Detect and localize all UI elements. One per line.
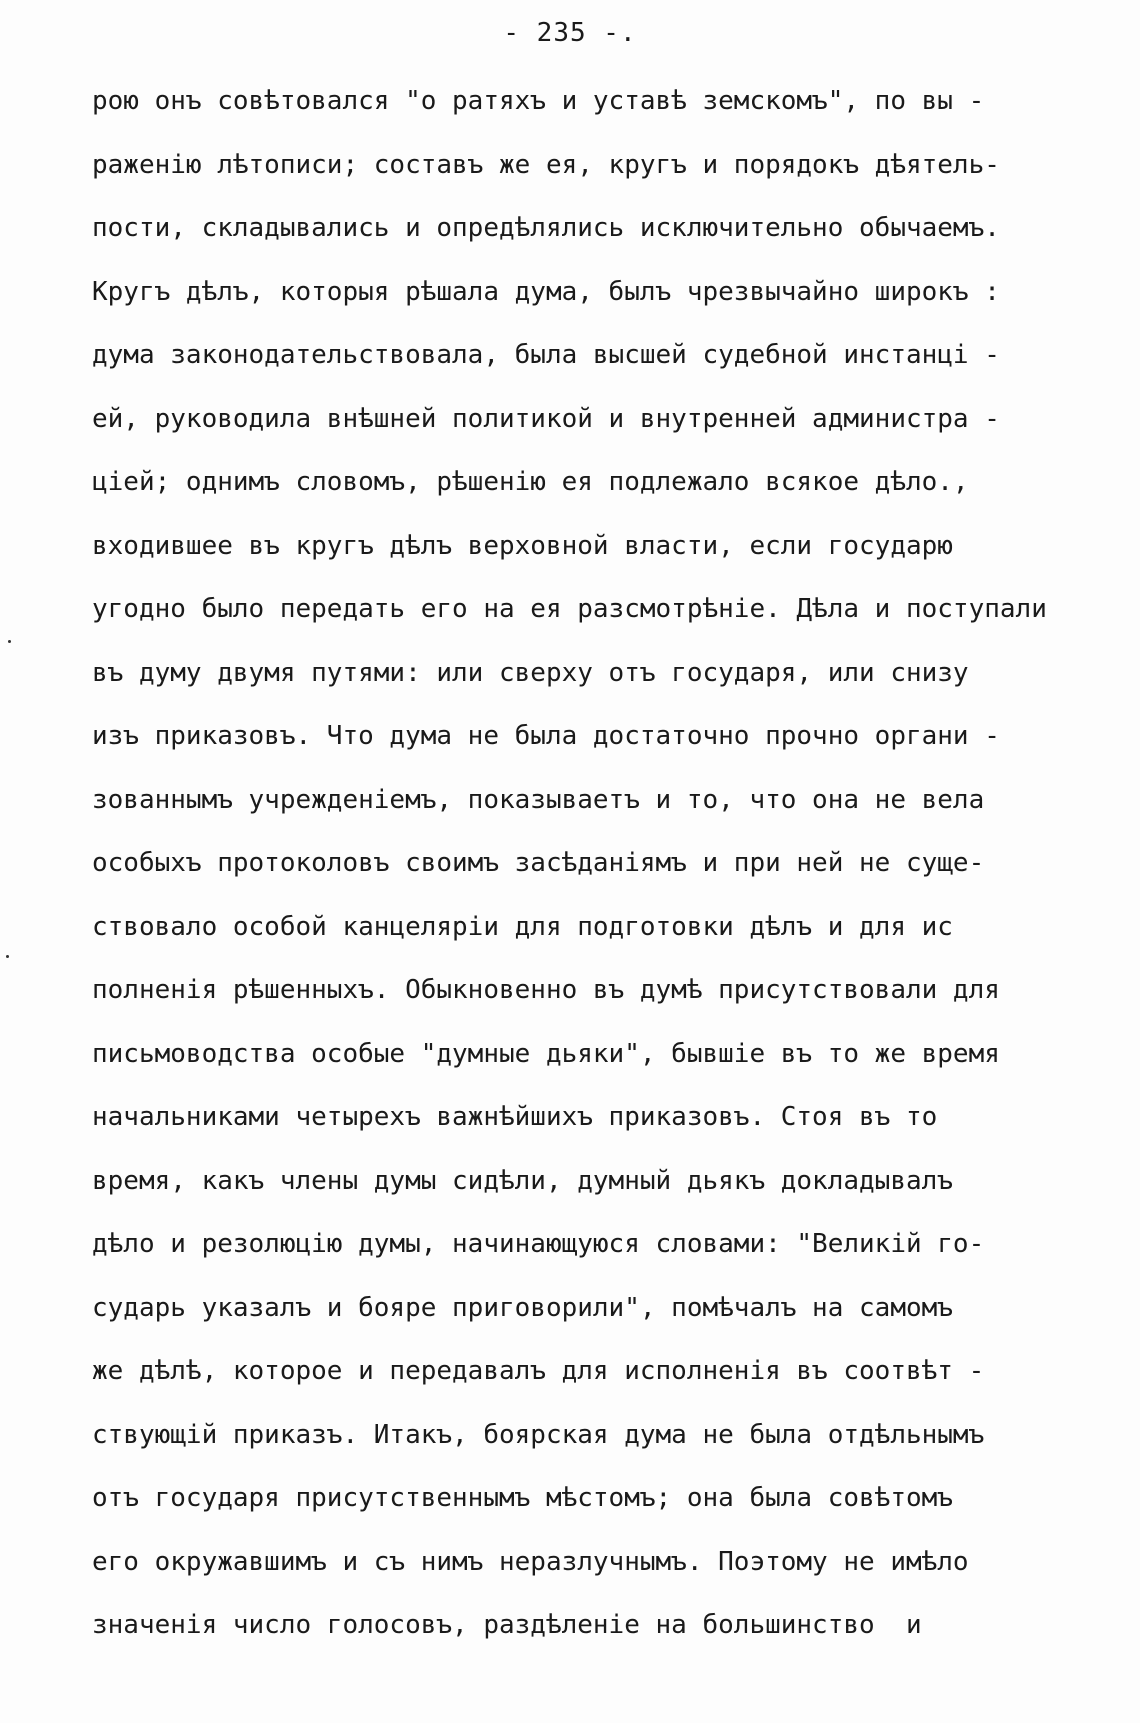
- text-line: дума законодательствовала, была высшей судебной инстанці -: [92, 340, 1000, 370]
- text-line: его окружавшимъ и съ нимъ неразлучнымъ. Поэтому не имѣло: [92, 1546, 969, 1577]
- body-text: [92, 70, 1102, 1658]
- text-line: сударь указалъ и бояре приговорили", помѣчалъ на самомъ: [92, 1292, 953, 1323]
- text-line: Кругъ дѣлъ, которыя рѣшала дума, былъ чрезвычайно широкъ :: [92, 276, 1000, 307]
- text-line: время, какъ члены думы сидѣли, думный дьякъ докладывалъ: [92, 1165, 953, 1196]
- text-line: особыхъ протоколовъ своимъ засѣданіямъ и при ней не суще-: [92, 848, 985, 878]
- text-line: письмоводства особые "думные дьяки", бывшіе въ то же время: [92, 1038, 1000, 1069]
- margin-speck: [8, 640, 11, 643]
- page-number: - 235 -.: [503, 18, 637, 48]
- margin-speck: [6, 955, 9, 958]
- text-line: начальниками четырехъ важнѣйшихъ приказовъ. Стоя въ то: [92, 1102, 938, 1132]
- text-line: раженію лѣтописи; составъ же ея, кругъ и порядокъ дѣятель-: [92, 149, 1000, 180]
- text-line: ціей; однимъ словомъ, рѣшенію ея подлежало всякое дѣло.,: [92, 467, 969, 497]
- text-line: зованнымъ учрежденіемъ, показываетъ и то, что она не вела: [92, 784, 985, 815]
- text-line: полненія рѣшенныхъ. Обыкновенно въ думѣ присутствовали для: [92, 975, 1000, 1005]
- text-line: изъ приказовъ. Что дума не была достаточно прочно органи -: [92, 721, 1000, 751]
- text-line: ствующій приказъ. Итакъ, боярская дума не была отдѣльнымъ: [92, 1419, 985, 1450]
- text-line: дѣло и резолюцію думы, начинающуюся словами: "Великій го-: [92, 1229, 985, 1259]
- text-line: же дѣлѣ, которое и передавалъ для исполненія въ соотвѣт -: [92, 1356, 985, 1386]
- text-line: ствовало особой канцеляріи для подготовки дѣлъ и для ис: [92, 911, 953, 942]
- text-line: ей, руководила внѣшней политикой и внутренней администра -: [92, 403, 1000, 434]
- text-line: рою онъ совѣтовался "о ратяхъ и уставѣ земскомъ", по вы -: [92, 86, 985, 116]
- text-line: значенія число голосовъ, раздѣленіе на большинство и: [92, 1610, 922, 1640]
- text-line: пости, складывались и опредѣлялись исключительно обычаемъ.: [92, 213, 1000, 243]
- text-line: отъ государя присутственнымъ мѣстомъ; она была совѣтомъ: [92, 1483, 953, 1513]
- text-line: угодно было передать его на ея разсмотрѣніе. Дѣла и поступали: [92, 594, 1047, 624]
- text-line: входившее въ кругъ дѣлъ верховной власти, если государю: [92, 530, 953, 561]
- text-line: въ думу двумя путями: или сверху отъ государя, или снизу: [92, 657, 969, 688]
